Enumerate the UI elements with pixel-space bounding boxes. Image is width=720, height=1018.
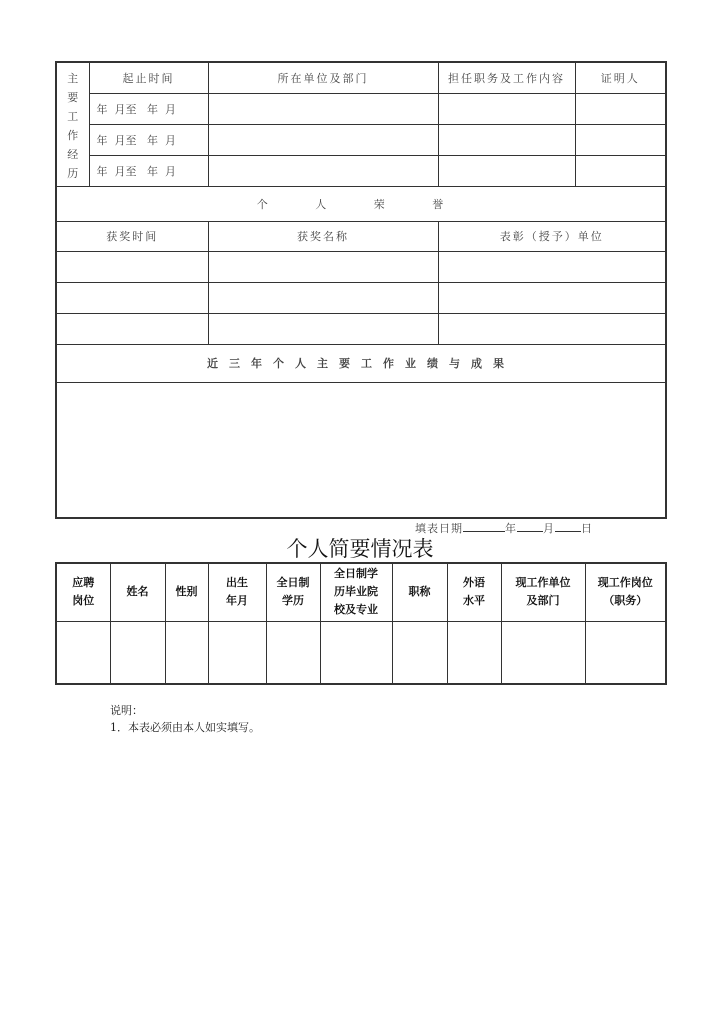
- header-name: 姓名: [110, 563, 165, 621]
- name-cell[interactable]: [110, 621, 165, 684]
- header-employer-department: 所在单位及部门: [208, 62, 438, 93]
- fill-date-year-label: 年: [505, 522, 517, 535]
- header-current-position: 现工作岗位 （职务）: [585, 563, 666, 621]
- header-professional-title: 职称: [392, 563, 447, 621]
- header-period: 起止时间: [89, 62, 208, 93]
- awarding-body-cell[interactable]: [438, 313, 666, 344]
- notes-heading: 说明：: [110, 704, 143, 717]
- foreign-language-cell[interactable]: [447, 621, 501, 684]
- fill-date-label: 填表日期: [415, 522, 463, 535]
- header-current-employer: 现工作单位 及部门: [501, 563, 585, 621]
- work-history-side-label: 主 要 工 作 经 历: [56, 62, 89, 186]
- work-period-cell: 年 月至 年 月: [89, 93, 208, 124]
- current-position-cell[interactable]: [585, 621, 666, 684]
- honors-section-title: 个 人 荣 誉: [56, 186, 666, 221]
- work-period-cell: 年 月至 年 月: [89, 124, 208, 155]
- header-birth-date: 出生 年月: [208, 563, 266, 621]
- awarding-body-cell[interactable]: [438, 282, 666, 313]
- header-award-name: 获奖名称: [208, 221, 438, 251]
- header-foreign-language: 外语 水平: [447, 563, 501, 621]
- position-cell[interactable]: [438, 124, 575, 155]
- professional-title-cell[interactable]: [392, 621, 447, 684]
- header-award-date: 获奖时间: [56, 221, 208, 251]
- award-name-cell[interactable]: [208, 313, 438, 344]
- header-awarding-body: 表彰（授予）单位: [438, 221, 666, 251]
- fill-date-month-label: 月: [543, 522, 555, 535]
- award-name-cell[interactable]: [208, 251, 438, 282]
- current-employer-cell[interactable]: [501, 621, 585, 684]
- gender-cell[interactable]: [165, 621, 208, 684]
- award-name-cell[interactable]: [208, 282, 438, 313]
- employer-cell[interactable]: [208, 155, 438, 186]
- reference-cell[interactable]: [575, 124, 666, 155]
- birth-date-cell[interactable]: [208, 621, 266, 684]
- summary-form-title: 个人简要情况表: [286, 537, 434, 561]
- award-date-cell[interactable]: [56, 282, 208, 313]
- award-date-cell[interactable]: [56, 313, 208, 344]
- personal-summary-table: [55, 562, 667, 685]
- header-gender: 性别: [165, 563, 208, 621]
- header-applied-position: 应聘 岗位: [56, 563, 110, 621]
- notes-section: [110, 702, 260, 736]
- award-date-cell[interactable]: [56, 251, 208, 282]
- employer-cell[interactable]: [208, 93, 438, 124]
- graduate-school-major-cell[interactable]: [320, 621, 392, 684]
- header-reference: 证明人: [575, 62, 666, 93]
- fill-date-day-blank[interactable]: [555, 520, 581, 532]
- achievements-section-title: 近三年个人主要工作业绩与成果: [56, 344, 666, 382]
- work-history-honors-table: [55, 61, 667, 519]
- fill-date-year-blank[interactable]: [463, 520, 505, 532]
- employer-cell[interactable]: [208, 124, 438, 155]
- header-fulltime-education: 全日制 学历: [266, 563, 320, 621]
- reference-cell[interactable]: [575, 93, 666, 124]
- fill-date-month-blank[interactable]: [517, 520, 543, 532]
- reference-cell[interactable]: [575, 155, 666, 186]
- awarding-body-cell[interactable]: [438, 251, 666, 282]
- header-graduate-school-major: 全日制学 历毕业院 校及专业: [320, 563, 392, 621]
- achievements-content-area[interactable]: [56, 382, 666, 518]
- position-cell[interactable]: [438, 155, 575, 186]
- work-period-cell: 年 月至 年 月: [89, 155, 208, 186]
- position-cell[interactable]: [438, 93, 575, 124]
- applied-position-cell[interactable]: [56, 621, 110, 684]
- notes-item: 1．本表必须由本人如实填写。: [110, 721, 260, 734]
- fill-date-day-label: 日: [581, 522, 593, 535]
- fulltime-education-cell[interactable]: [266, 621, 320, 684]
- header-position-duties: 担任职务及工作内容: [438, 62, 575, 93]
